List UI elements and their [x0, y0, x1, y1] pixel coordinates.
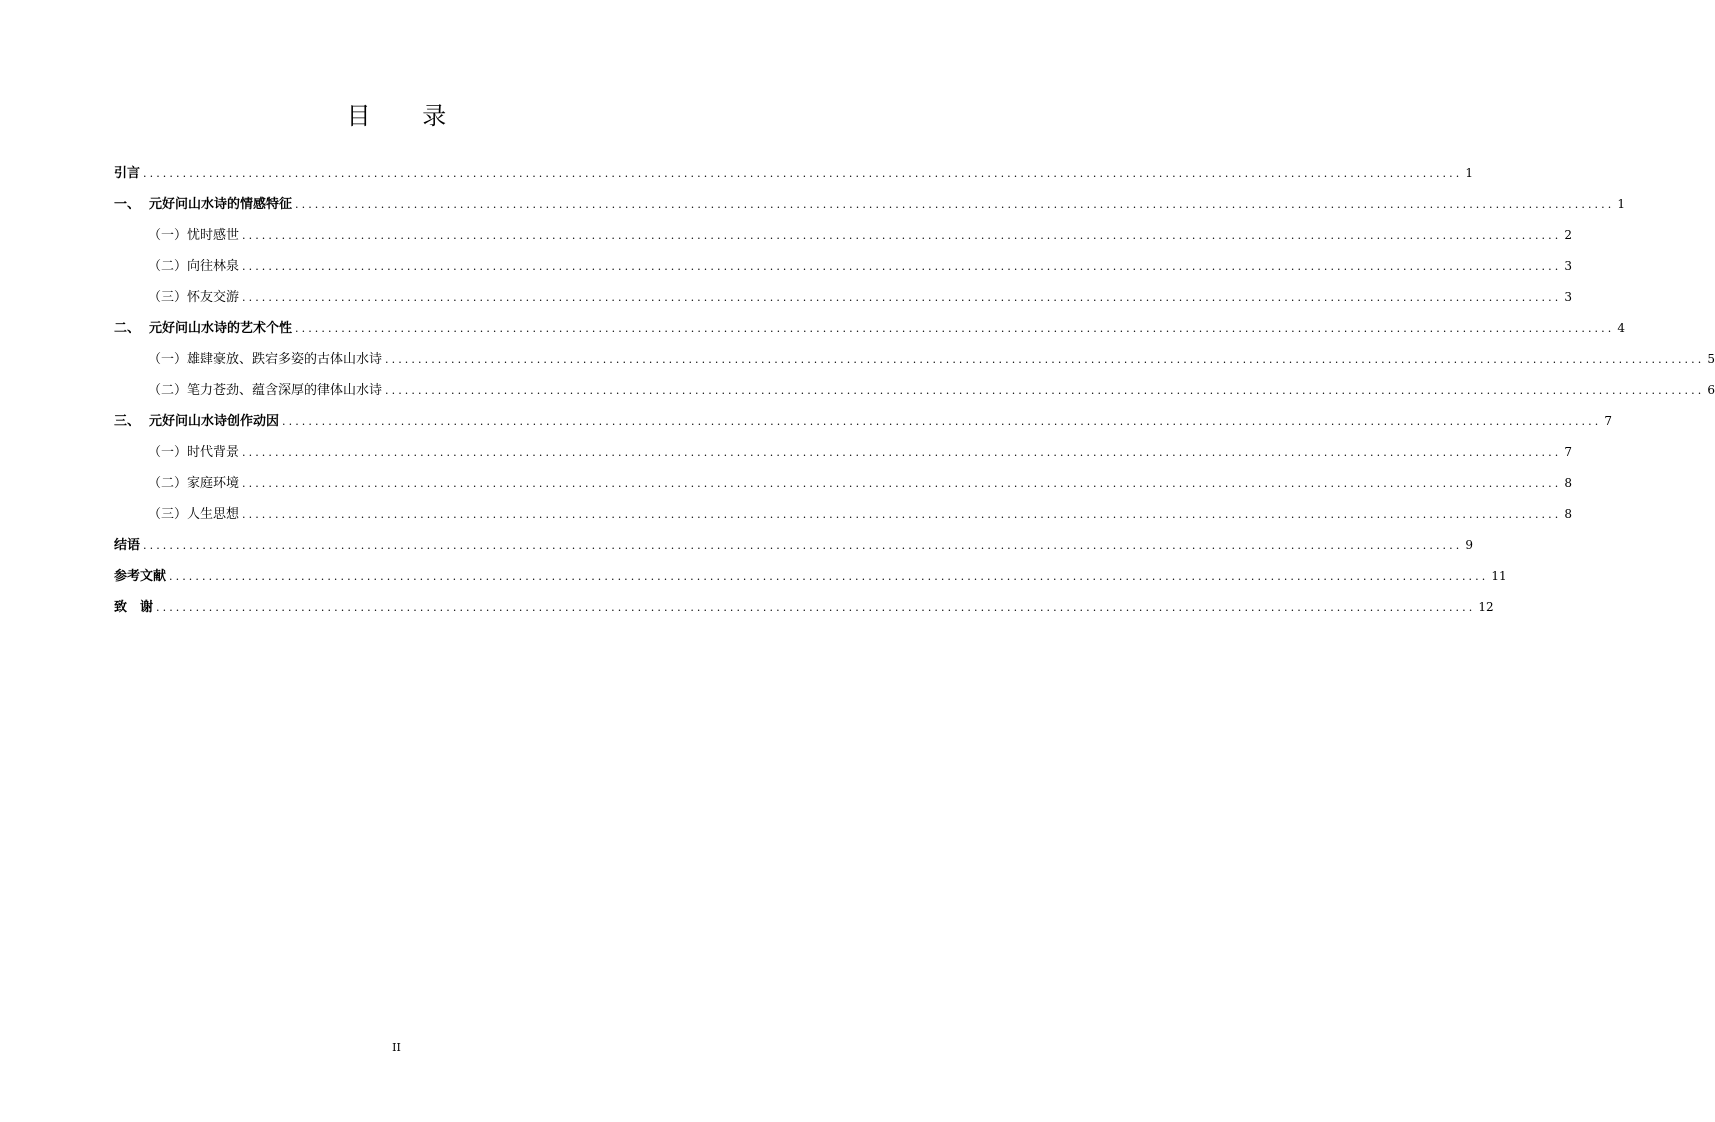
toc-page-number: 8: [1564, 507, 1572, 521]
toc-entry[interactable]: [114, 437, 1572, 468]
toc-entry[interactable]: [114, 189, 1625, 220]
toc-dot-leader: ........................................................................................................................................................................................................: [385, 353, 1705, 366]
toc-entry-label: [114, 406, 282, 437]
toc-dot-leader: ........................................................................................................................................................................................................: [143, 539, 1463, 552]
toc-entry-number: 一、: [114, 197, 141, 212]
toc-page-number: 1: [1617, 197, 1625, 211]
toc-entry-text: （三）怀友交游: [148, 290, 240, 305]
toc-entry-text: 元好问山水诗创作动因: [149, 414, 280, 429]
toc-dot-leader: ........................................................................................................................................................................................................: [242, 477, 1562, 490]
toc-entry-text: （一）雄肆豪放、跌宕多姿的古体山水诗: [148, 352, 383, 367]
toc-page-number: 4: [1617, 321, 1625, 335]
toc-dot-leader: ........................................................................................................................................................................................................: [242, 291, 1562, 304]
toc-page-number: 7: [1604, 414, 1612, 428]
toc-entry[interactable]: [114, 282, 1572, 313]
toc-entry-label: [114, 592, 156, 623]
toc-entry-number: 二、: [114, 321, 141, 336]
toc-dot-leader: ........................................................................................................................................................................................................: [242, 229, 1562, 242]
toc-page-number: 12: [1478, 600, 1494, 614]
toc-entry-label: [114, 158, 143, 189]
toc-entry-text: 元好问山水诗的情感特征: [149, 197, 293, 212]
toc-dot-leader: ........................................................................................................................................................................................................: [295, 198, 1615, 211]
toc-page-number: 11: [1491, 569, 1507, 583]
toc-dot-leader: ........................................................................................................................................................................................................: [156, 601, 1476, 614]
toc-dot-leader: ........................................................................................................................................................................................................: [282, 415, 1602, 428]
toc-entry-label: [148, 282, 242, 313]
toc-dot-leader: ........................................................................................................................................................................................................: [385, 384, 1705, 397]
toc-entry-label: [148, 437, 242, 468]
toc-page-number: 2: [1564, 228, 1572, 242]
toc-page-number: 8: [1564, 476, 1572, 490]
toc-entry-text: 参考文献: [114, 569, 167, 584]
toc-dot-leader: ........................................................................................................................................................................................................: [242, 446, 1562, 459]
toc-entry-label: [148, 375, 385, 406]
toc-entry-label: [148, 251, 242, 282]
toc-page-number: 5: [1707, 352, 1715, 366]
toc-entry-number: 三、: [114, 414, 141, 429]
toc-entry-label: [148, 468, 242, 499]
toc-entry-label: [148, 344, 385, 375]
toc-entry[interactable]: [114, 158, 1473, 189]
toc-page-number: 7: [1564, 445, 1572, 459]
toc-entry-text: 致 谢: [114, 600, 154, 615]
toc-entry[interactable]: [114, 220, 1572, 251]
toc-entry-text: （二）家庭环境: [148, 476, 240, 491]
toc-entry-text: （二）向往林泉: [148, 259, 240, 274]
toc-dot-leader: ........................................................................................................................................................................................................: [242, 508, 1562, 521]
toc-entry[interactable]: [114, 530, 1473, 561]
toc-page-number: 3: [1564, 290, 1572, 304]
toc-dot-leader: ........................................................................................................................................................................................................: [242, 260, 1562, 273]
footer-page-number: II: [392, 1041, 401, 1054]
toc-entry-text: （一）忧时感世: [148, 228, 240, 243]
toc-entry[interactable]: [114, 406, 1612, 437]
toc-entry[interactable]: [114, 251, 1572, 282]
toc-entry[interactable]: [114, 561, 1507, 592]
toc-entry-text: 元好问山水诗的艺术个性: [149, 321, 293, 336]
toc-entry-label: [114, 313, 295, 344]
toc-page-number: 3: [1564, 259, 1572, 273]
toc-page-number: 1: [1465, 166, 1473, 180]
toc-entry[interactable]: [114, 468, 1572, 499]
toc-entry-text: 结语: [114, 538, 141, 553]
toc-dot-leader: ........................................................................................................................................................................................................: [295, 322, 1615, 335]
toc-dot-leader: ........................................................................................................................................................................................................: [143, 167, 1463, 180]
toc-entry-label: [114, 530, 143, 561]
toc-entry-label: [148, 220, 242, 251]
page-title: 目 录: [346, 102, 469, 130]
toc-entry[interactable]: [114, 313, 1625, 344]
toc-entry-label: [114, 561, 169, 592]
toc-dot-leader: ........................................................................................................................................................................................................: [169, 570, 1489, 583]
toc-entry[interactable]: [114, 344, 1715, 375]
toc-entry[interactable]: [114, 499, 1572, 530]
toc-entry-text: （三）人生思想: [148, 507, 240, 522]
table-of-contents: [114, 158, 1715, 623]
toc-entry[interactable]: [114, 592, 1494, 623]
toc-page-number: 9: [1465, 538, 1473, 552]
toc-entry-text: （一）时代背景: [148, 445, 240, 460]
toc-entry-text: 引言: [114, 166, 141, 181]
toc-entry-label: [148, 499, 242, 530]
toc-page-number: 6: [1707, 383, 1715, 397]
toc-entry-text: （二）笔力苍劲、蕴含深厚的律体山水诗: [148, 383, 383, 398]
toc-entry-label: [114, 189, 295, 220]
toc-entry[interactable]: [114, 375, 1715, 406]
